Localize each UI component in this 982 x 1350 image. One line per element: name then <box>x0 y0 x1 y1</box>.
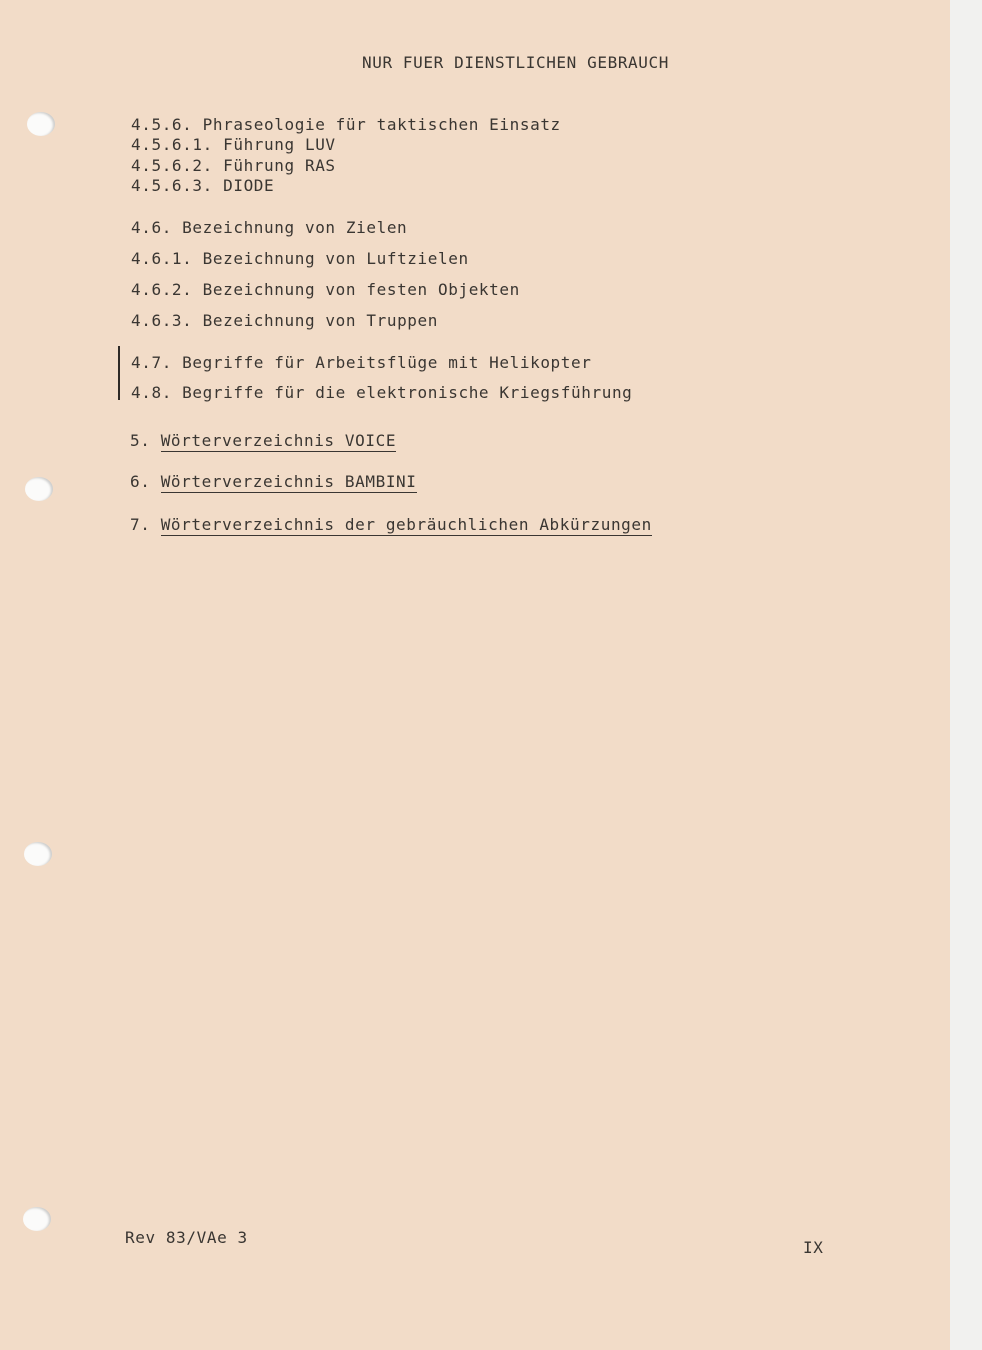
toc-entry <box>131 280 520 299</box>
toc-number: 5. <box>130 431 151 450</box>
toc-title: Bezeichnung von festen Objekten <box>202 280 520 299</box>
toc-entry <box>131 249 469 268</box>
toc-entry <box>130 472 417 491</box>
toc-title: Führung RAS <box>223 156 336 175</box>
toc-title: Begriffe für Arbeitsflüge mit Helikopter <box>182 353 592 372</box>
punch-hole <box>24 842 52 866</box>
toc-number: 4.5.6.3. <box>131 176 213 195</box>
punch-hole <box>27 112 55 136</box>
toc-title: Bezeichnung von Zielen <box>182 218 408 237</box>
scan-edge <box>950 0 982 1350</box>
toc-number: 4.5.6.2. <box>131 156 213 175</box>
document-header: NUR FUER DIENSTLICHEN GEBRAUCH <box>362 53 669 72</box>
revision-bar <box>118 346 120 400</box>
toc-title: Bezeichnung von Truppen <box>202 311 438 330</box>
toc-entry <box>131 218 407 237</box>
toc-title: DIODE <box>223 176 275 195</box>
toc-entry <box>131 115 561 134</box>
toc-title: Führung LUV <box>223 135 336 154</box>
toc-title: Phraseologie für taktischen Einsatz <box>202 115 561 134</box>
toc-number: 4.6.1. <box>131 249 193 268</box>
toc-number: 4.7. <box>131 353 172 372</box>
toc-title: Wörterverzeichnis der gebräuchlichen Abkürzungen <box>160 515 652 534</box>
toc-entry <box>131 156 336 175</box>
toc-title: Bezeichnung von Luftzielen <box>202 249 469 268</box>
toc-entry <box>131 353 591 372</box>
toc-number: 7. <box>130 515 151 534</box>
toc-number: 6. <box>130 472 151 491</box>
toc-entry <box>131 383 632 402</box>
toc-number: 4.6.2. <box>131 280 193 299</box>
toc-number: 4.5.6.1. <box>131 135 213 154</box>
toc-entry <box>131 176 274 195</box>
toc-number: 4.5.6. <box>131 115 193 134</box>
toc-entry <box>131 311 438 330</box>
toc-number: 4.8. <box>131 383 172 402</box>
toc-number: 4.6. <box>131 218 172 237</box>
punch-hole <box>23 1207 51 1231</box>
toc-title: Wörterverzeichnis VOICE <box>160 431 397 450</box>
toc-entry <box>130 431 396 450</box>
toc-title: Wörterverzeichnis BAMBINI <box>160 472 417 491</box>
toc-title: Begriffe für die elektronische Kriegsführung <box>182 383 633 402</box>
toc-entry <box>130 515 652 534</box>
page-number: IX <box>803 1238 824 1257</box>
toc-number: 4.6.3. <box>131 311 193 330</box>
punch-hole <box>25 477 53 501</box>
revision-label: Rev 83/VAe 3 <box>125 1228 248 1247</box>
toc-entry <box>131 135 336 154</box>
